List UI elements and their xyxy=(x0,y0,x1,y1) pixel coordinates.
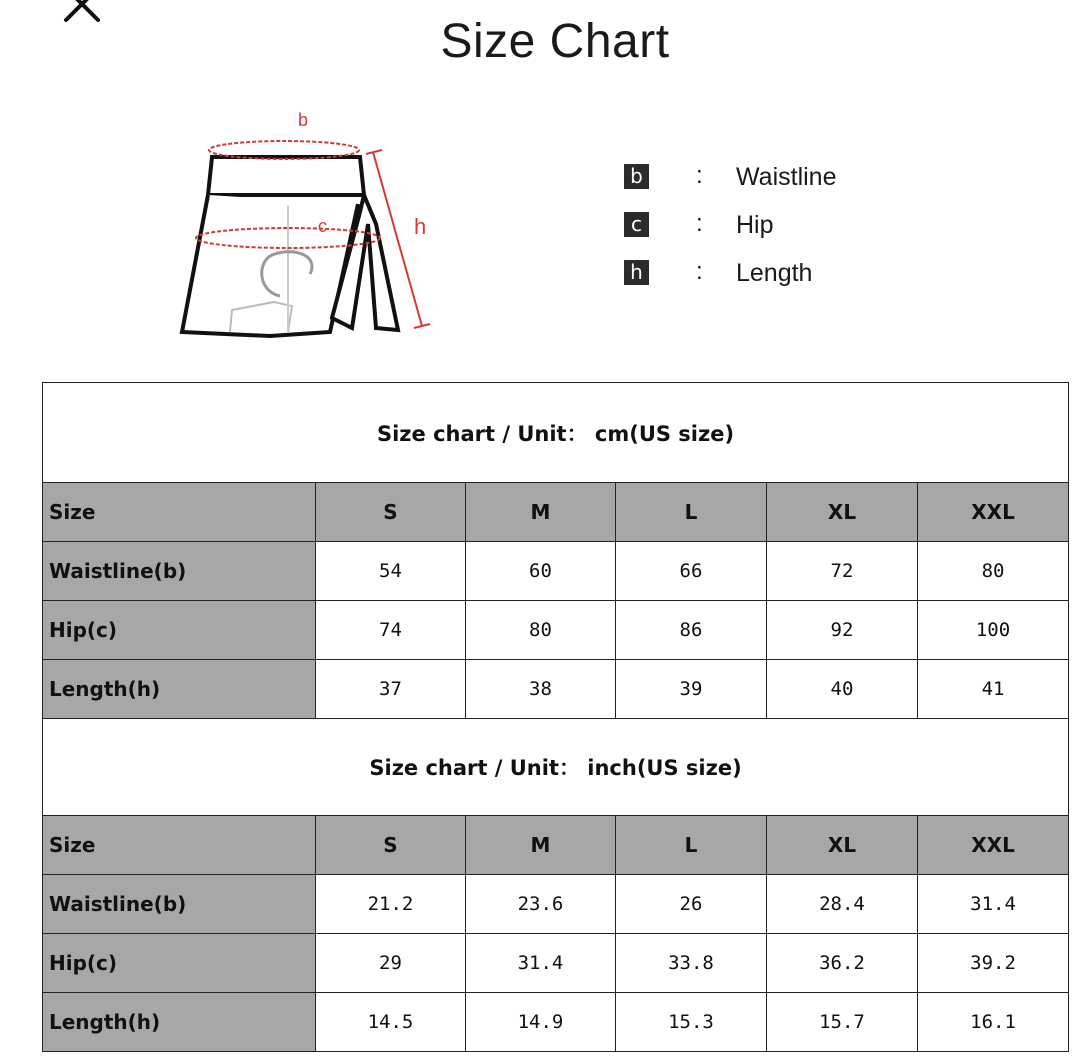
legend-key-c: c xyxy=(624,212,649,237)
legend-label-length: Length xyxy=(736,259,813,287)
table-cell: 15.3 xyxy=(616,993,767,1052)
table-cell: 37 xyxy=(316,660,466,719)
header-cell-xl: XL xyxy=(767,483,918,542)
unit-caption-cm: Size chart / Unit： cm(US size) xyxy=(43,383,1069,483)
legend-key-b: b xyxy=(624,164,649,189)
legend-colon: : xyxy=(696,258,703,285)
table-cell: 72 xyxy=(767,542,918,601)
row-label-length: Length(h) xyxy=(43,993,316,1052)
table-cell: 33.8 xyxy=(616,934,767,993)
table-cell: 74 xyxy=(316,601,466,660)
diagram-label-b: b xyxy=(298,110,309,130)
header-cell-xxl: XXL xyxy=(918,816,1069,875)
table-cell: 38 xyxy=(466,660,616,719)
table-header-row-inch xyxy=(43,816,1069,875)
legend-key-h: h xyxy=(624,260,649,285)
legend-colon: : xyxy=(696,210,703,237)
table-row xyxy=(43,993,1069,1052)
size-chart-table xyxy=(42,382,1069,1052)
skirt-illustration xyxy=(170,100,450,350)
table-cell: 100 xyxy=(918,601,1069,660)
table-cell: 15.7 xyxy=(767,993,918,1052)
header-cell-size: Size xyxy=(43,483,316,542)
header-cell-s: S xyxy=(316,483,466,542)
legend-colon: : xyxy=(696,162,703,189)
table-row xyxy=(43,660,1069,719)
table-cell: 40 xyxy=(767,660,918,719)
table-caption-row-cm xyxy=(43,383,1069,483)
table-cell: 54 xyxy=(316,542,466,601)
header-cell-m: M xyxy=(466,483,616,542)
table-cell: 39.2 xyxy=(918,934,1069,993)
table-cell: 92 xyxy=(767,601,918,660)
row-label-waistline: Waistline(b) xyxy=(43,542,316,601)
table-row xyxy=(43,542,1069,601)
table-cell: 14.5 xyxy=(316,993,466,1052)
table-cell: 80 xyxy=(466,601,616,660)
table-cell: 41 xyxy=(918,660,1069,719)
table-cell: 29 xyxy=(316,934,466,993)
header-cell-xxl: XXL xyxy=(918,483,1069,542)
table-cell: 14.9 xyxy=(466,993,616,1052)
row-label-length: Length(h) xyxy=(43,660,316,719)
table-caption-row-inch xyxy=(43,719,1069,816)
table-row xyxy=(43,875,1069,934)
unit-caption-inch: Size chart / Unit： inch(US size) xyxy=(43,719,1069,816)
page-title: Size Chart xyxy=(440,15,670,68)
table-cell: 39 xyxy=(616,660,767,719)
table-cell: 86 xyxy=(616,601,767,660)
legend-label-waistline: Waistline xyxy=(736,163,837,191)
header-cell-size: Size xyxy=(43,816,316,875)
legend-label-hip: Hip xyxy=(736,211,774,239)
table-cell: 66 xyxy=(616,542,767,601)
table-row xyxy=(43,934,1069,993)
row-label-hip: Hip(c) xyxy=(43,601,316,660)
table-header-row-cm xyxy=(43,483,1069,542)
table-row xyxy=(43,601,1069,660)
header-cell-l: L xyxy=(616,483,767,542)
table-cell: 21.2 xyxy=(316,875,466,934)
diagram-label-c: c xyxy=(318,216,327,236)
table-cell: 26 xyxy=(616,875,767,934)
table-cell: 16.1 xyxy=(918,993,1069,1052)
skirt-diagram xyxy=(170,100,450,350)
diagram-label-h: h xyxy=(414,214,427,239)
row-label-hip: Hip(c) xyxy=(43,934,316,993)
header-cell-m: M xyxy=(466,816,616,875)
table-cell: 23.6 xyxy=(466,875,616,934)
row-label-waistline: Waistline(b) xyxy=(43,875,316,934)
table-cell: 28.4 xyxy=(767,875,918,934)
header-cell-xl: XL xyxy=(767,816,918,875)
table-cell: 36.2 xyxy=(767,934,918,993)
header-cell-l: L xyxy=(616,816,767,875)
table-cell: 31.4 xyxy=(466,934,616,993)
table-cell: 80 xyxy=(918,542,1069,601)
header-cell-s: S xyxy=(316,816,466,875)
table-cell: 60 xyxy=(466,542,616,601)
table-cell: 31.4 xyxy=(918,875,1069,934)
